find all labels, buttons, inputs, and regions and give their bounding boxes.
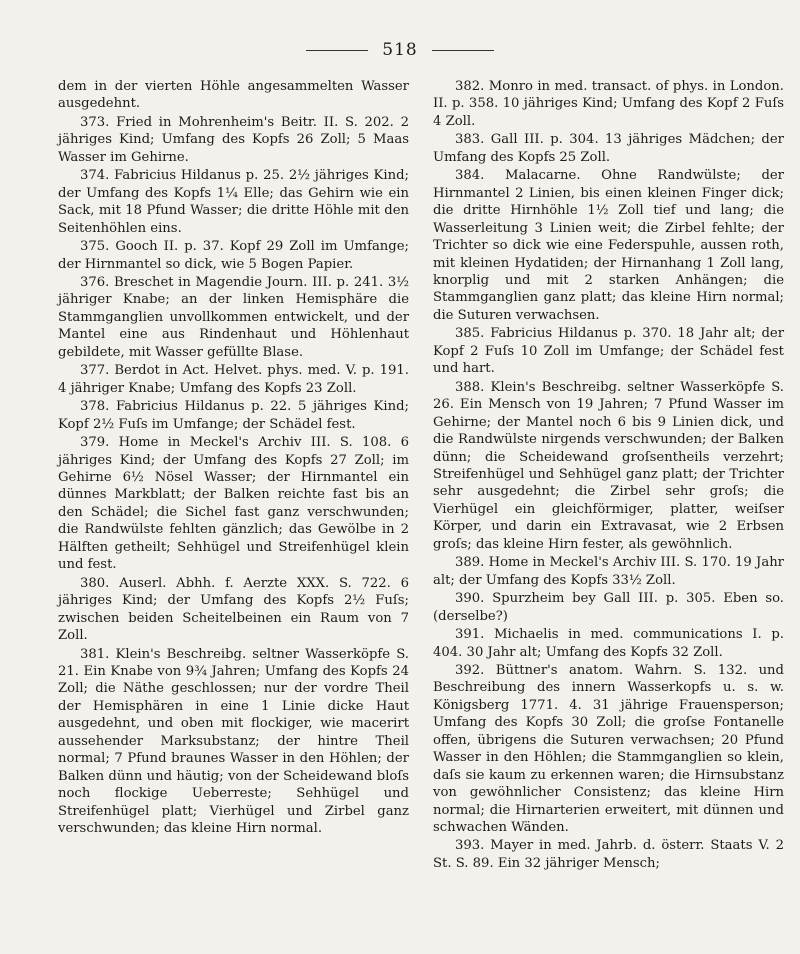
header-rule-right bbox=[432, 50, 494, 51]
header-rule-left bbox=[306, 50, 368, 51]
entry-paragraph: 379. Home in Meckel's Archiv III. S. 108. 6 jähriges Kind; der Umfang des Kopfs 27 Zoll; im Gehirne 6½ Nösel Wasser; der Hirnmantel ein dünnes Markblatt; der Balken reichte fast bis an den Schädel; die Sichel fast ganz verschwunden; die Randwülste fehlten gänzlich; das Gewölbe in 2 Hälften getheilt; Sehhügel und Streifenhügel klein und fest. bbox=[58, 435, 409, 573]
entry-paragraph: 392. Büttner's anatom. Wahrn. S. 132. und Beschreibung des innern Wasserkopfs u. s. w. Königsberg 1771. 4. 31 jährige Frauensperson; Umfang des Kopfs 30 Zoll; die groſse Fontanelle offen, übrigens die Suturen verwachsen; 20 Pfund Wasser in den Höhlen; die Stammganglien so klein, daſs sie kaum zu erkennen waren; die Hirnsubstanz von gewöhnlicher Consistenz; das kleine Hirn normal; die Hirnarterien erweitert, mit dünnen und schwachen Wänden. bbox=[433, 662, 784, 836]
entry-paragraph: 385. Fabricius Hildanus p. 370. 18 Jahr alt; der Kopf 2 Fuſs 10 Zoll im Umfange; der Schädel fest und hart. bbox=[433, 326, 784, 377]
entry-paragraph: 393. Mayer in med. Jahrb. d. österr. Staats V. 2 St. S. 89. Ein 32 jähriger Mensch; bbox=[433, 838, 784, 871]
entry-paragraph: 380. Auserl. Abhh. f. Aerzte XXX. S. 722. 6 jähriges Kind; der Umfang des Kopfs 2½ Fuſs; zwischen beiden Scheitelbeinen ein Raum von 7 Zoll. bbox=[58, 575, 409, 644]
entry-paragraph: 373. Fried in Mohrenheim's Beitr. II. S. 202. 2 jähriges Kind; Umfang des Kopfs 26 Zoll; 5 Maas Wasser im Gehirne. bbox=[58, 114, 409, 165]
entry-paragraph: 388. Klein's Beschreibg. seltner Wasserköpfe S. 26. Ein Mensch von 19 Jahren; 7 Pfund Wasser im Gehirne; der Mantel noch 6 bis 9 Linien dick, und die Randwülste nirgends verschwunden; der Balken dünn; die Scheidewand groſsentheils verzehrt; Streifenhügel und Sehhügel ganz platt; der Trichter sehr ausgedehnt; die Zirbel sehr groſs; die Vierhügel ein gleichförmiger, platter, weiſser Körper, und darin ein Extravasat, wie 2 Erbsen groſs; das kleine Hirn fester, als gewöhnlich. bbox=[433, 379, 784, 552]
right-column bbox=[433, 78, 784, 873]
entry-paragraph: 390. Spurzheim bey Gall III. p. 305. Eben so. (derselbe?) bbox=[433, 591, 784, 624]
page-header bbox=[0, 40, 800, 60]
text-columns bbox=[58, 78, 784, 873]
entry-paragraph: 384. Malacarne. Ohne Randwülste; der Hirnmantel 2 Linien, bis einen kleinen Finger dick; die dritte Hirnhöhle 1½ Zoll tief und lang; die Wasserleitung 3 Linien weit; die Zirbel fehlte; der Trichter so dick wie eine Federspuhle, aussen roth, mit kleinen Hydatiden; der Hirnanhang 1 Zoll lang, knorplig und mit 2 starken Anhängen; die Stammganglien ganz platt; das kleine Hirn normal; die Suturen verwachsen. bbox=[433, 168, 784, 323]
entry-paragraph: 381. Klein's Beschreibg. seltner Wasserköpfe S. 21. Ein Knabe von 9¾ Jahren; Umfang des Kopfs 24 Zoll; die Näthe geschlossen; nur der vordre Theil der Hemisphären in eine 1 Linie dicke Haut ausgedehnt, und oben mit flockiger, wie macerirt aussehender Marksubstanz; der hintre Theil normal; 7 Pfund braunes Wasser in den Höhlen; der Balken dünn und häutig; von der Scheidewand bloſs noch flockige Ueberreste; Sehhügel und Streifenhügel platt; Vierhügel und Zirbel ganz verschwunden; das kleine Hirn normal. bbox=[58, 646, 409, 837]
entry-paragraph: 383. Gall III. p. 304. 13 jähriges Mädchen; der Umfang des Kopfs 25 Zoll. bbox=[433, 132, 784, 165]
left-column bbox=[58, 78, 409, 873]
page-number: 518 bbox=[382, 40, 418, 60]
entry-paragraph: 377. Berdot in Act. Helvet. phys. med. V. p. 191. 4 jähriger Knabe; Umfang des Kopfs 23 Zoll. bbox=[58, 363, 409, 396]
entry-paragraph: 376. Breschet in Magendie Journ. III. p. 241. 3½ jähriger Knabe; an der linken Hemisphäre die Stammganglien unvollkommen entwickelt, und der Mantel eine aus Rindenhaut und Höhlenhaut gebildete, mit Wasser gefüllte Blase. bbox=[58, 274, 409, 360]
entry-paragraph: 382. Monro in med. transact. of phys. in London. II. p. 358. 10 jähriges Kind; Umfang des Kopf 2 Fuſs 4 Zoll. bbox=[433, 79, 784, 129]
entry-paragraph: 375. Gooch II. p. 37. Kopf 29 Zoll im Umfange; der Hirnmantel so dick, wie 5 Bogen Papier. bbox=[58, 239, 409, 272]
entry-paragraph: 374. Fabricius Hildanus p. 25. 2½ jähriges Kind; der Umfang des Kopfs 1¼ Elle; das Gehirn wie ein Sack, mit 18 Pfund Wasser; die dritte Höhle mit den Seitenhöhlen eins. bbox=[58, 168, 409, 236]
entry-paragraph: 389. Home in Meckel's Archiv III. S. 170. 19 Jahr alt; der Umfang des Kopfs 33½ Zoll. bbox=[433, 555, 784, 588]
entry-paragraph: 378. Fabricius Hildanus p. 22. 5 jähriges Kind; Kopf 2½ Fuſs im Umfange; der Schädel fest. bbox=[58, 399, 409, 432]
entry-paragraph: 391. Michaelis in med. communications I. p. 404. 30 Jahr alt; Umfang des Kopfs 32 Zoll. bbox=[433, 627, 784, 660]
entry-paragraph: dem in der vierten Höhle angesammelten Wasser ausgedehnt. bbox=[58, 79, 409, 112]
